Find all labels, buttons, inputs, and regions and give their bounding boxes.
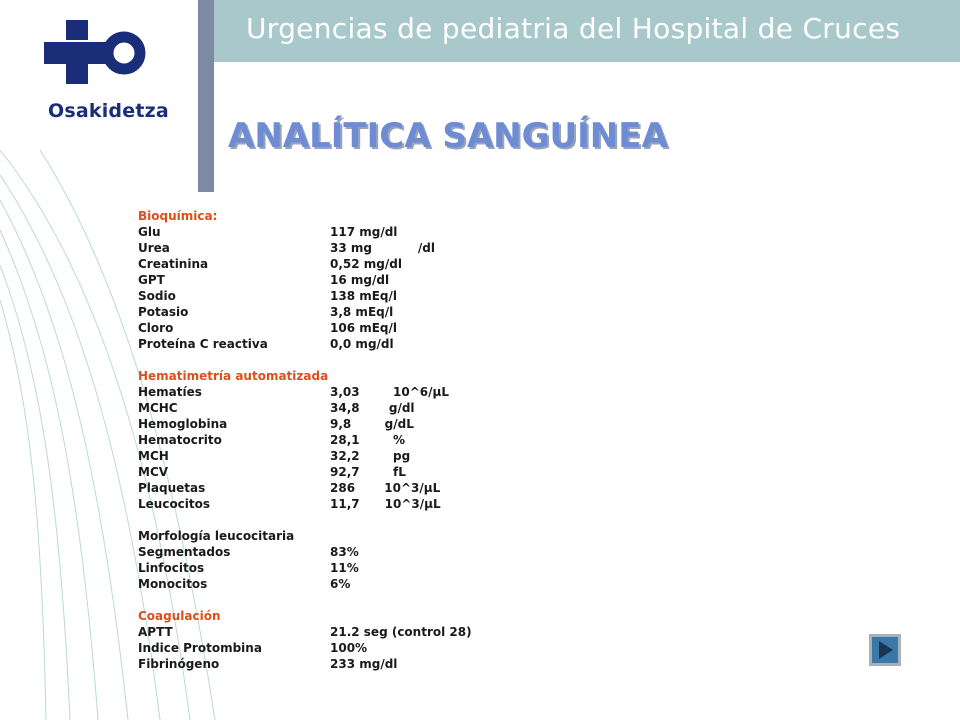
section-title-bioquimica: Bioquímica: — [138, 209, 218, 223]
table-row — [138, 656, 398, 672]
row-value: 9,8 g/dL — [330, 417, 414, 431]
row-label: Cloro — [138, 321, 174, 335]
table-row — [138, 320, 398, 336]
row-label: Glu — [138, 225, 161, 239]
row-label: Proteína C reactiva — [138, 337, 268, 351]
row-label: Segmentados — [138, 545, 231, 559]
row-value: 92,7 fL — [330, 465, 406, 479]
page-title: ANALÍTICA SANGUÍNEA — [228, 116, 668, 156]
table-row — [138, 624, 472, 640]
row-label: MCV — [138, 465, 169, 479]
table-row — [138, 400, 415, 416]
table-row — [138, 576, 351, 592]
table-row — [138, 448, 411, 464]
row-value: 233 mg/dl — [330, 657, 398, 671]
vertical-accent-bar — [198, 0, 214, 192]
row-value: 21.2 seg (control 28) — [330, 625, 472, 639]
row-label: Hematíes — [138, 385, 202, 399]
section-bioquimica — [138, 224, 436, 352]
section-title-coagulacion: Coagulación — [138, 609, 221, 623]
table-row — [138, 432, 406, 448]
row-label: Leucocitos — [138, 497, 211, 511]
next-slide-button[interactable] — [869, 634, 901, 666]
row-value: 286 10^3/µL — [330, 481, 441, 495]
row-label: Plaquetas — [138, 481, 206, 495]
section-title-hematimetria: Hematimetría automatizada — [138, 369, 329, 383]
section-title-morfologia: Morfología leucocitaria — [138, 529, 295, 543]
table-row — [138, 464, 406, 480]
table-row — [138, 304, 394, 320]
row-value: 117 mg/dl — [330, 225, 398, 239]
section-coagulacion — [138, 624, 472, 672]
row-label: Creatinina — [138, 257, 209, 271]
row-value: 3,03 10^6/µL — [330, 385, 449, 399]
row-label: Sodio — [138, 289, 176, 303]
row-label: Potasio — [138, 305, 189, 319]
header-title: Urgencias de pediatria del Hospital de Cruces — [246, 12, 901, 45]
row-value: 11% — [330, 561, 359, 575]
table-row — [138, 272, 390, 288]
row-value: 0,52 mg/dl — [330, 257, 402, 271]
row-value: 6% — [330, 577, 351, 591]
table-row — [138, 416, 414, 432]
row-label: Linfocitos — [138, 561, 205, 575]
table-row — [138, 384, 449, 400]
row-value: 0,0 mg/dl — [330, 337, 394, 351]
row-label: Fibrinógeno — [138, 657, 220, 671]
table-row — [138, 640, 368, 656]
table-row — [138, 480, 441, 496]
row-value: 32,2 pg — [330, 449, 411, 463]
table-row — [138, 336, 394, 352]
play-triangle-icon — [869, 634, 901, 666]
logo-text: Osakidetza — [48, 100, 169, 122]
row-value: 3,8 mEq/l — [330, 305, 394, 319]
row-value: 83% — [330, 545, 359, 559]
table-row — [138, 288, 398, 304]
row-value: 28,1 % — [330, 433, 406, 447]
row-value: 11,7 10^3/µL — [330, 497, 441, 511]
table-row — [138, 544, 359, 560]
row-label: Hemoglobina — [138, 417, 228, 431]
section-hematimetria — [138, 384, 449, 512]
table-row — [138, 256, 402, 272]
section-morfologia — [138, 544, 359, 592]
row-label: MCHC — [138, 401, 178, 415]
row-label: Monocitos — [138, 577, 208, 591]
row-label: APTT — [138, 625, 173, 639]
row-label: Indice Protombina — [138, 641, 262, 655]
table-row — [138, 224, 398, 240]
row-value: 34,8 g/dl — [330, 401, 415, 415]
row-value: 106 mEq/l — [330, 321, 398, 335]
row-label: GPT — [138, 273, 165, 287]
row-label: Hematocrito — [138, 433, 222, 447]
table-row — [138, 240, 436, 256]
row-label: MCH — [138, 449, 169, 463]
row-label: Urea — [138, 241, 170, 255]
lab-results — [138, 208, 472, 672]
row-value: 138 mEq/l — [330, 289, 398, 303]
row-value: 16 mg/dl — [330, 273, 390, 287]
table-row — [138, 560, 359, 576]
table-row — [138, 496, 441, 512]
row-value: 33 mg /dl — [330, 241, 436, 255]
row-value: 100% — [330, 641, 368, 655]
